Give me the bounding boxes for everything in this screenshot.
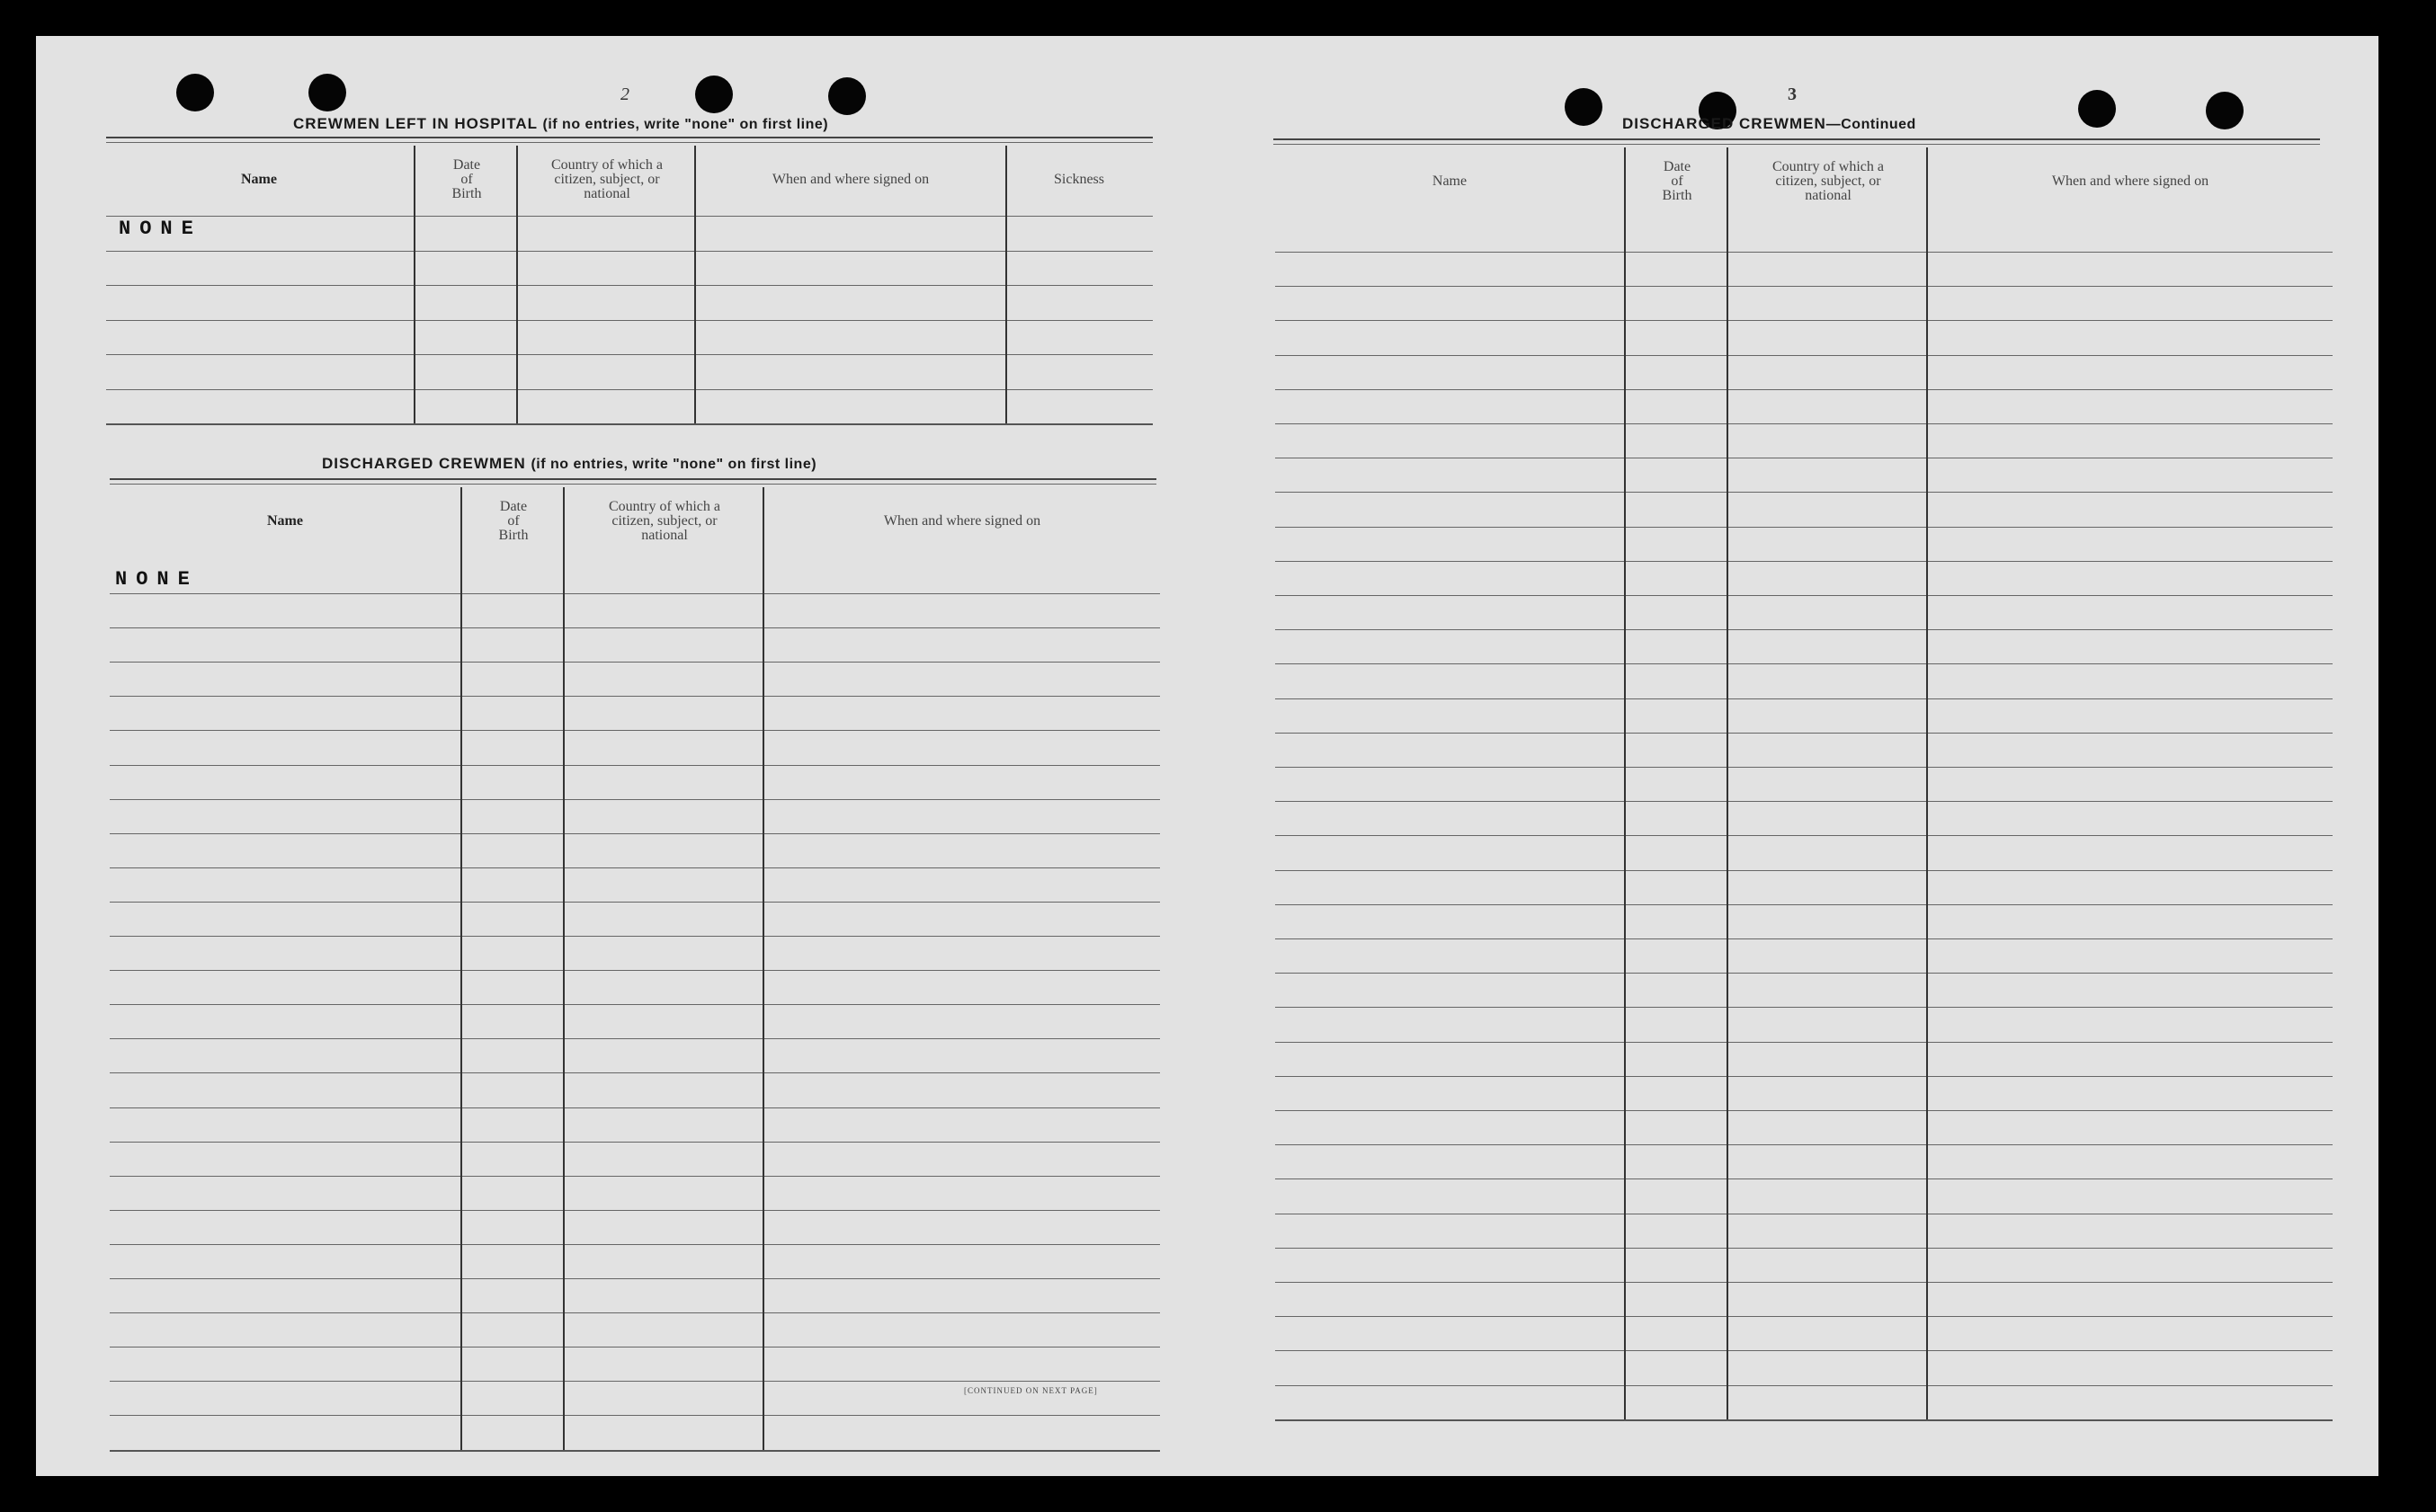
ruled-line <box>1275 492 2333 493</box>
column-divider <box>1926 147 1928 1419</box>
column-header-country: Country of which a citizen, subject, or national <box>609 499 720 543</box>
ruled-line <box>106 389 1153 390</box>
ruled-line <box>110 970 1160 971</box>
ruled-line <box>1275 355 2333 356</box>
ruled-line <box>1275 835 2333 836</box>
ruled-line <box>110 1381 1160 1382</box>
ruled-line <box>110 867 1160 868</box>
discharged-continued-suffix: —Continued <box>1825 117 1916 132</box>
ruled-line <box>1275 389 2333 390</box>
ruled-line <box>110 765 1160 766</box>
discharged-continued-table <box>1275 147 2333 1420</box>
column-header-sickness: Sickness <box>1054 172 1104 187</box>
ruled-line <box>110 799 1160 800</box>
ruled-line <box>110 1278 1160 1279</box>
ruled-line <box>110 696 1160 697</box>
column-divider <box>414 146 415 423</box>
ruled-line <box>1275 1350 2333 1351</box>
ruled-line <box>110 1312 1160 1313</box>
discharged-entry-none: NONE <box>115 568 199 591</box>
ruled-line <box>1275 1110 2333 1111</box>
ruled-line <box>110 936 1160 937</box>
ruled-line <box>110 1244 1160 1245</box>
ruled-line <box>1275 1316 2333 1317</box>
ruled-line <box>1275 286 2333 287</box>
ruled-line <box>110 730 1160 731</box>
ruled-line <box>1275 733 2333 734</box>
ruled-line <box>106 354 1153 355</box>
ruled-line <box>106 251 1153 252</box>
hospital-subtitle: (if no entries, write "none" on first line) <box>542 117 829 132</box>
page-number-right: 3 <box>1788 84 1797 104</box>
ruled-line <box>1275 1282 2333 1283</box>
column-header-name: Name <box>1432 173 1468 189</box>
punch-hole <box>695 76 733 113</box>
discharged-table <box>110 487 1160 1453</box>
column-header-name: Name <box>241 172 277 187</box>
ruled-line <box>110 1415 1160 1416</box>
section-rule <box>1273 138 2320 145</box>
column-header-signed-on: When and where signed on <box>2051 173 2209 189</box>
ruled-line <box>1275 1042 2333 1043</box>
section-rule <box>110 478 1156 485</box>
ruled-line <box>110 1450 1160 1452</box>
ruled-line <box>110 1107 1160 1108</box>
discharged-continued-main: DISCHARGED CREWMEN <box>1622 115 1826 132</box>
ruled-line <box>110 1004 1160 1005</box>
column-divider <box>563 487 565 1450</box>
column-header-date-of-birth: Date of Birth <box>451 157 482 201</box>
ruled-line <box>1275 1419 2333 1421</box>
ruled-line <box>110 1176 1160 1177</box>
column-header-date-of-birth: Date of Birth <box>1662 159 1692 203</box>
hospital-title: CREWMEN LEFT IN HOSPITAL <box>293 115 538 132</box>
column-divider <box>516 146 518 423</box>
ruled-line <box>1275 973 2333 974</box>
ruled-line <box>1275 252 2333 253</box>
column-divider <box>460 487 462 1450</box>
column-header-country: Country of which a citizen, subject, or national <box>551 157 663 201</box>
punch-hole <box>828 77 866 115</box>
page-number-left: 2 <box>620 84 629 104</box>
ruled-line <box>1275 527 2333 528</box>
ruled-line <box>110 1038 1160 1039</box>
punch-hole <box>2206 92 2244 129</box>
punch-hole <box>308 74 346 111</box>
column-divider <box>694 146 696 423</box>
ruled-line <box>1275 801 2333 802</box>
section-rule <box>106 137 1153 143</box>
punch-hole <box>176 74 214 111</box>
ruled-line <box>106 285 1153 286</box>
column-divider <box>763 487 764 1450</box>
column-divider <box>1624 147 1626 1419</box>
discharged-title: DISCHARGED CREWMEN <box>322 455 526 472</box>
continued-note: [CONTINUED ON NEXT PAGE] <box>964 1386 1098 1395</box>
hospital-entry-none: NONE <box>119 218 202 240</box>
ruled-line <box>110 662 1160 663</box>
ruled-line <box>1275 629 2333 630</box>
ruled-line <box>1275 698 2333 699</box>
column-header-signed-on: When and where signed on <box>772 172 930 187</box>
ruled-line <box>110 593 1160 594</box>
ruled-line <box>1275 320 2333 321</box>
hospital-table <box>106 146 1153 460</box>
ruled-line <box>106 423 1153 425</box>
discharged-section-title <box>322 455 816 473</box>
ruled-line <box>110 902 1160 903</box>
column-header-country: Country of which a citizen, subject, or national <box>1772 159 1884 203</box>
discharged-subtitle: (if no entries, write "none" on first line) <box>531 457 817 472</box>
ruled-line <box>1275 938 2333 939</box>
ruled-line <box>1275 1076 2333 1077</box>
ruled-line <box>1275 904 2333 905</box>
ruled-line <box>110 627 1160 628</box>
ruled-line <box>1275 561 2333 562</box>
column-divider <box>1727 147 1728 1419</box>
discharged-continued-title <box>1622 115 1916 133</box>
ruled-line <box>110 833 1160 834</box>
ruled-line <box>1275 1007 2333 1008</box>
punch-hole <box>2078 90 2116 128</box>
column-header-date-of-birth: Date of Birth <box>498 499 529 543</box>
ruled-line <box>106 216 1153 217</box>
hospital-section-title <box>293 115 828 133</box>
column-header-signed-on: When and where signed on <box>883 513 1041 529</box>
ruled-line <box>1275 663 2333 664</box>
punch-hole <box>1565 88 1602 126</box>
ruled-line <box>1275 1178 2333 1179</box>
column-header-name: Name <box>267 513 303 529</box>
ruled-line <box>1275 1385 2333 1386</box>
ruled-line <box>1275 1248 2333 1249</box>
ruled-line <box>110 1072 1160 1073</box>
document-sheet <box>36 36 2378 1476</box>
ruled-line <box>110 1210 1160 1211</box>
ruled-line <box>1275 870 2333 871</box>
ruled-line <box>1275 767 2333 768</box>
ruled-line <box>1275 595 2333 596</box>
ruled-line <box>1275 423 2333 424</box>
ruled-line <box>1275 1144 2333 1145</box>
column-divider <box>1005 146 1007 423</box>
ruled-line <box>110 1142 1160 1143</box>
ruled-line <box>106 320 1153 321</box>
